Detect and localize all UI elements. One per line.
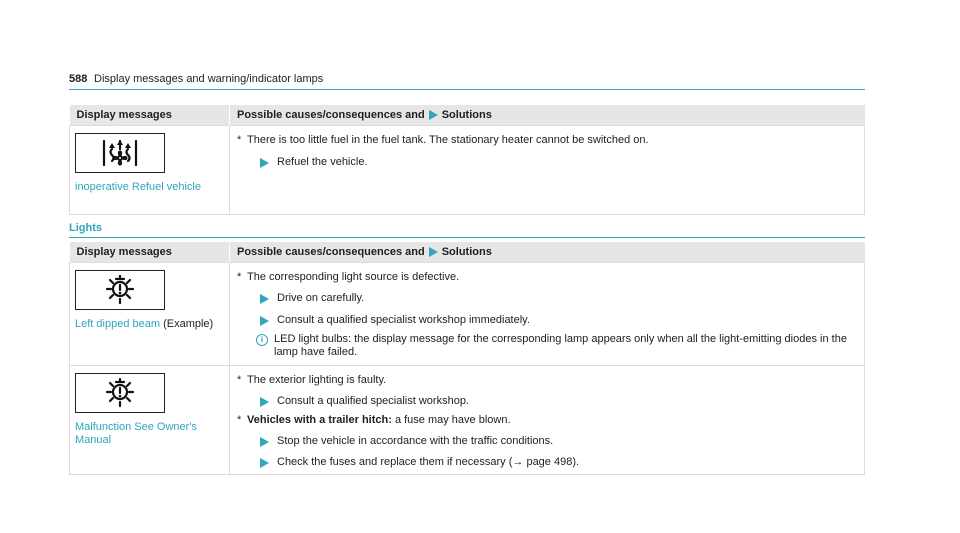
info-note: i LED light bulbs: the display message for the corresponding lamp appears only when all the light-emitting diodes in the lamp have failed. (230, 333, 864, 359)
solution-step: Consult a qualified specialist workshop. (230, 395, 864, 408)
page-number: 588 (69, 73, 88, 85)
causes-cell: * There is too little fuel in the fuel tank. The stationary heater cannot be switched on. Refuel the vehicle. (230, 126, 865, 215)
triangle-icon (260, 437, 269, 447)
display-message-cell (70, 366, 230, 475)
triangle-icon (260, 458, 269, 468)
section-title-lights: Lights (69, 222, 865, 238)
left-dipped-beam-message: Left dipped beam (Example) (75, 318, 214, 330)
triangle-icon (260, 158, 269, 168)
causes-cell: * The exterior lighting is faulty. Consult a qualified specialist workshop. * Vehicles with a trailer hitch: a fuse may have blown. Stop the vehicle in accordance with the traffic conditions. Check the fuses and replace them if necessary (→ page 498). (230, 366, 865, 475)
display-message-cell (70, 263, 230, 366)
fuel-heater-table (69, 105, 865, 215)
solution-step: Stop the vehicle in accordance with the traffic conditions. (230, 435, 864, 448)
solution-step: Check the fuses and replace them if necessary (→ page 498). (230, 456, 864, 469)
bulb-failure-icon (75, 373, 165, 413)
display-message-cell (70, 126, 230, 215)
column-header-causes: Possible causes/consequences and Solutions (230, 105, 865, 126)
triangle-icon (260, 316, 269, 326)
page-title: Display messages and warning/indicator lamps (94, 73, 324, 85)
bulb-failure-icon (75, 270, 165, 310)
causes-cell: * The corresponding light source is defective. Drive on carefully. Consult a qualified specialist workshop immediately. i LED light bulbs: the display message for the corresponding lamp appears only when all the light-emitting diodes in the lamp have failed. (230, 263, 865, 366)
fuel-heater-warning-icon (75, 133, 165, 173)
triangle-icon (260, 397, 269, 407)
cause-text: The corresponding light source is defective. (247, 271, 460, 283)
cause-text: Vehicles with a trailer hitch: a fuse may have blown. (247, 414, 511, 426)
triangle-icon (260, 294, 269, 304)
info-icon: i (256, 334, 268, 346)
fuel-heater-message: inoperative Refuel vehicle (75, 181, 201, 193)
triangle-icon (429, 247, 438, 257)
solution-step: Drive on carefully. (230, 292, 864, 305)
column-header-display-messages: Display messages (70, 242, 230, 263)
solution-step: Refuel the vehicle. (230, 156, 864, 169)
triangle-icon (429, 110, 438, 120)
malfunction-message: Malfunction See Owner's Manual (75, 421, 197, 446)
solution-step: Consult a qualified specialist workshop immediately. (230, 314, 864, 327)
cause-text: The exterior lighting is faulty. (247, 374, 387, 386)
column-header-causes: Possible causes/consequences and Solutions (230, 242, 865, 263)
column-header-display-messages: Display messages (70, 105, 230, 126)
lights-table (69, 242, 865, 475)
page-header (69, 69, 865, 90)
cause-text: There is too little fuel in the fuel tank. The stationary heater cannot be switched on. (247, 134, 649, 146)
